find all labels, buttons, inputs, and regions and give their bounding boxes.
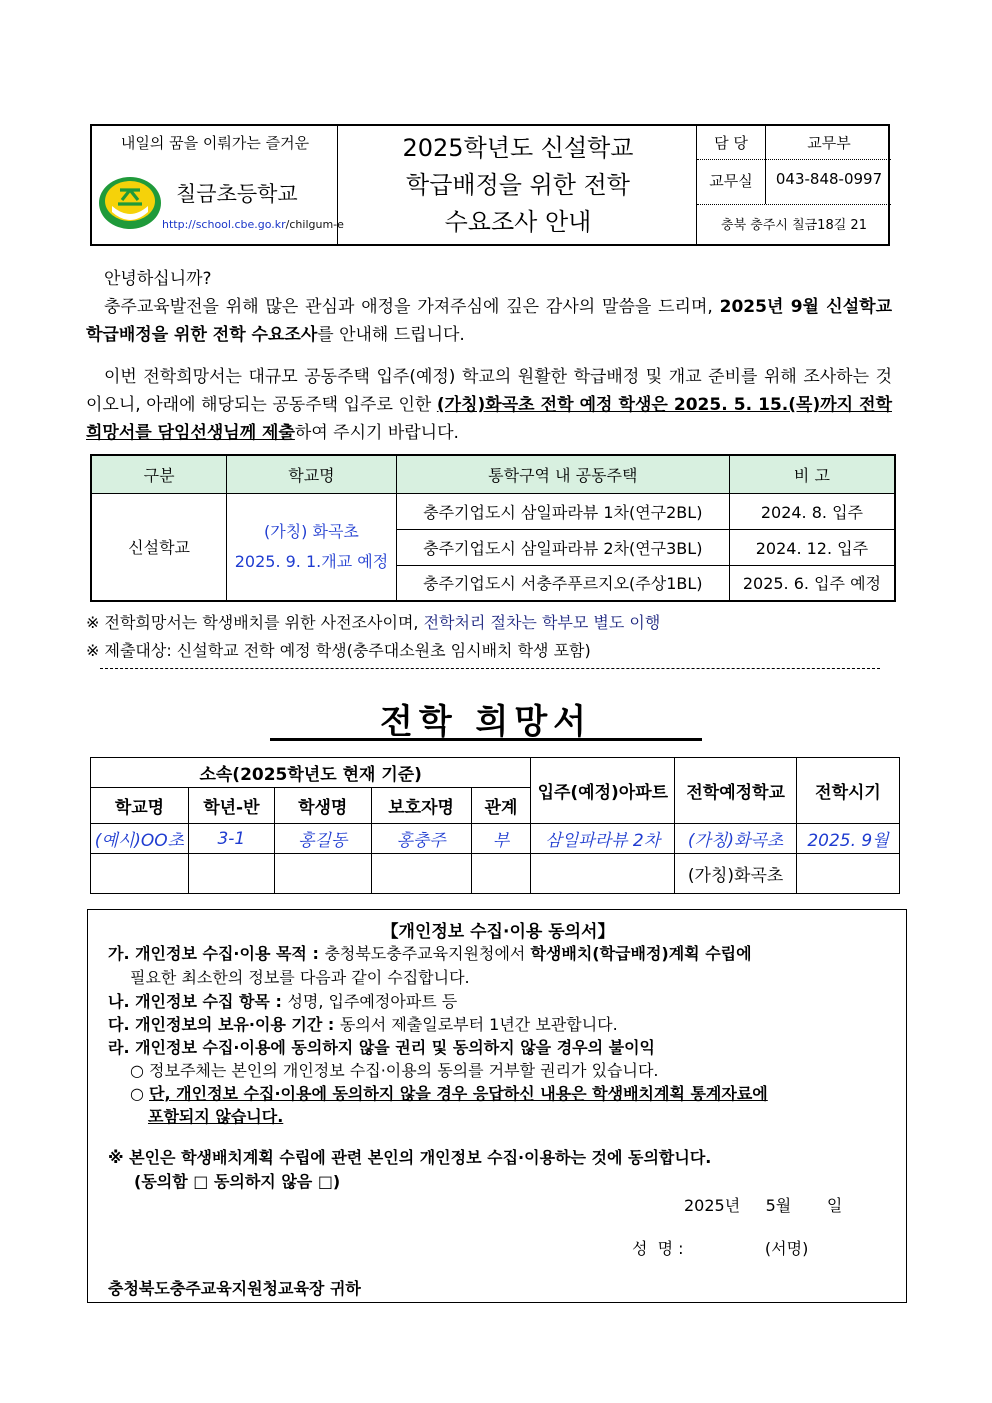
school-info-panel: [92, 126, 344, 244]
notice-line-1: [86, 610, 660, 633]
intro-highlight: 2025년 9월 신설학교 학급배정을 위한 전학 수요조사: [86, 297, 892, 345]
school-name-line: (가칭) 화곡초: [264, 521, 359, 541]
school-logo-icon: [98, 176, 162, 230]
grade-class-input[interactable]: [188, 854, 274, 894]
table-row: [91, 493, 895, 529]
consent-label: 나. 개인정보 수집 항목 :: [108, 992, 288, 1011]
example-cell: 홍충주: [371, 824, 471, 854]
guardian-name-input[interactable]: [371, 854, 471, 894]
apartment-cell: 충주기업도시 삼일파라뷰 1차(연구2BL): [396, 493, 729, 529]
intro-text: 하여 주시기 바랍니다.: [294, 423, 459, 443]
dotted-divider: [697, 159, 891, 160]
consent-item-ra: 라. 개인정보 수집·이용에 동의하지 않을 권리 및 동의하지 않을 경우의 불이익: [108, 1038, 655, 1057]
example-cell: (예시)OO초: [91, 824, 189, 854]
consent-recipient: 충청북도충주교육지원청교육장 귀하: [108, 1279, 361, 1298]
intro-text: 이번 전학희망서는 대규모 공동주택 입주(예정) 학교의 원활한 학급배정 및 개교 준비를 위해 조사하는 것이오니, 아래에 해당되는 공동주택 입주로 인한: [86, 367, 892, 415]
form-header-row: [91, 758, 900, 788]
consent-item-ga-cont: 필요한 최소한의 정보를 다음과 같이 수집합니다.: [130, 968, 470, 987]
consent-agreement: ※ 본인은 학생배치계획 수립에 관련 본인의 개인정보 수집·이용하는 것에 동의합니다.: [108, 1148, 712, 1167]
notice-line-2: ※ 제출대상: 신설학교 전학 예정 학생(충주대소원초 임시배치 학생 포함): [86, 641, 591, 660]
header-cell: 구분: [91, 455, 227, 493]
example-cell: 부: [471, 824, 531, 854]
contact-label: 교무실: [709, 172, 753, 190]
example-row: [91, 824, 900, 854]
title-line-1: 2025학년도 신설학교: [402, 134, 634, 162]
affiliation-header: 소속(2025학년도 현재 기준): [91, 758, 531, 788]
dotted-divider: [697, 204, 891, 205]
school-cell: [227, 493, 397, 601]
consent-text: 동의서 제출일로부터 1년간 보관합니다.: [339, 1015, 618, 1034]
target-school-header: 전학예정학교: [675, 758, 797, 824]
form-title: 전학 희망서: [379, 702, 593, 742]
example-cell: 3-1: [188, 824, 274, 854]
new-school-info-table: [90, 454, 896, 602]
example-cell: 2025. 9월: [797, 824, 900, 854]
subheader-cell: 보호자명: [371, 788, 471, 824]
intro-text: 충주교육발전을 위해 많은 관심과 애정을 가져주심에 깊은 감사의 말씀을 드리며,: [104, 297, 720, 317]
consent-item-na: [108, 989, 457, 1012]
consent-signature[interactable]: 성 명 : (서명): [632, 1239, 809, 1258]
intro-paragraph-2: [86, 363, 892, 447]
contact-divider: [765, 126, 766, 204]
note-cell: 2024. 12. 입주: [729, 529, 895, 565]
subheader-cell: 학생명: [274, 788, 371, 824]
greeting: 안녕하십니까?: [104, 269, 212, 289]
consent-item-ga: [108, 941, 752, 964]
note-cell: 2024. 8. 입주: [729, 493, 895, 529]
apartment-header: 입주(예정)아파트: [531, 758, 675, 824]
consent-item-da: [108, 1012, 618, 1035]
example-cell: (가칭)화곡초: [675, 824, 797, 854]
transfer-timing-header: 전학시기: [797, 758, 900, 824]
intro-deadline: (가칭)화곡초 전학 예정 학생은 2025. 5. 15.(목)까지 전학 희망서를 담임선생님께 제출: [86, 395, 892, 443]
target-school-cell: (가칭)화곡초: [675, 854, 797, 894]
consent-item-ra-2-cont: 포함되지 않습니다.: [148, 1107, 284, 1126]
apartment-cell: 충주기업도시 서충주푸르지오(주상1BL): [396, 565, 729, 601]
school-address: 충북 충주시 칠금18길 21: [721, 218, 867, 233]
category-cell: 신설학교: [91, 493, 227, 601]
contact-value: 교무부: [807, 134, 851, 152]
example-cell: 삼일파라뷰 2차: [531, 824, 675, 854]
subheader-cell: 학년-반: [188, 788, 274, 824]
intro-paragraph-1: [86, 293, 892, 349]
contact-label: 담 당: [714, 134, 748, 152]
cut-line: [100, 668, 880, 669]
student-name-input[interactable]: [274, 854, 371, 894]
contact-panel: [696, 126, 890, 244]
consent-text: 성명, 입주예정아파트 등: [287, 992, 458, 1011]
transfer-timing-input[interactable]: [797, 854, 900, 894]
url-domain[interactable]: http://school.cbe.go.kr: [162, 218, 286, 231]
notice-highlight: 전학처리 절차는 학부모 별도 이행: [423, 613, 661, 632]
subheader-cell: 학교명: [91, 788, 189, 824]
example-cell: 홍길동: [274, 824, 371, 854]
school-name: 칠금초등학교: [176, 182, 298, 206]
relation-input[interactable]: [471, 854, 531, 894]
transfer-request-table: [90, 757, 900, 894]
school-url[interactable]: [162, 218, 344, 231]
apartment-input[interactable]: [531, 854, 675, 894]
subheader-cell: 관계: [471, 788, 531, 824]
document-title: [340, 130, 696, 241]
intro-text: 를 안내해 드립니다.: [317, 325, 465, 345]
consent-label: 가. 개인정보 수집·이용 목적 :: [108, 944, 325, 963]
notice-text: ※ 전학희망서는 학생배치를 위한 사전조사이며,: [86, 613, 424, 632]
consent-item-ra-1: ○ 정보주체는 본인의 개인정보 수집·이용의 동의를 거부할 권리가 있습니다.: [130, 1061, 659, 1080]
school-slogan: 내일의 꿈을 이뤄가는 즐거운: [120, 134, 310, 152]
consent-highlight: 학생배치(학급배정)계획 수립에: [530, 944, 752, 963]
school-open-date: 2025. 9. 1.개교 예정: [234, 551, 389, 571]
privacy-consent-box: [87, 909, 907, 1303]
school-input[interactable]: [91, 854, 189, 894]
apartment-cell: 충주기업도시 삼일파라뷰 2차(연구3BL): [396, 529, 729, 565]
header-cell: 통학구역 내 공동주택: [396, 455, 729, 493]
form-title-underline: [270, 738, 702, 741]
header-cell: 비 고: [729, 455, 895, 493]
url-path[interactable]: /chilgum-e: [285, 218, 344, 231]
consent-date: 2025년 5월 일: [684, 1196, 843, 1215]
contact-value: 043-848-0997: [775, 170, 883, 188]
note-cell: 2025. 6. 입주 예정: [729, 565, 895, 601]
consent-text: 충청북도충주교육지원청에서: [324, 944, 531, 963]
consent-label: 다. 개인정보의 보유·이용 기간 :: [108, 1015, 340, 1034]
consent-options[interactable]: (동의함 □ 동의하지 않음 □): [134, 1172, 341, 1191]
header-box: [90, 124, 890, 246]
table-header-row: [91, 455, 895, 493]
entry-row[interactable]: [91, 854, 900, 894]
title-line-3: 수요조사 안내: [444, 208, 592, 236]
bullet: ○: [130, 1084, 150, 1103]
consent-warning: 단, 개인정보 수집·이용에 동의하지 않을 경우 응답하신 내용은 학생배치계획 통계자료에: [149, 1084, 768, 1103]
header-cell: 학교명: [227, 455, 397, 493]
title-line-2: 학급배정을 위한 전학: [406, 171, 630, 199]
consent-item-ra-2: [130, 1081, 768, 1104]
consent-title: 【개인정보 수집·이용 동의서】: [381, 922, 615, 942]
